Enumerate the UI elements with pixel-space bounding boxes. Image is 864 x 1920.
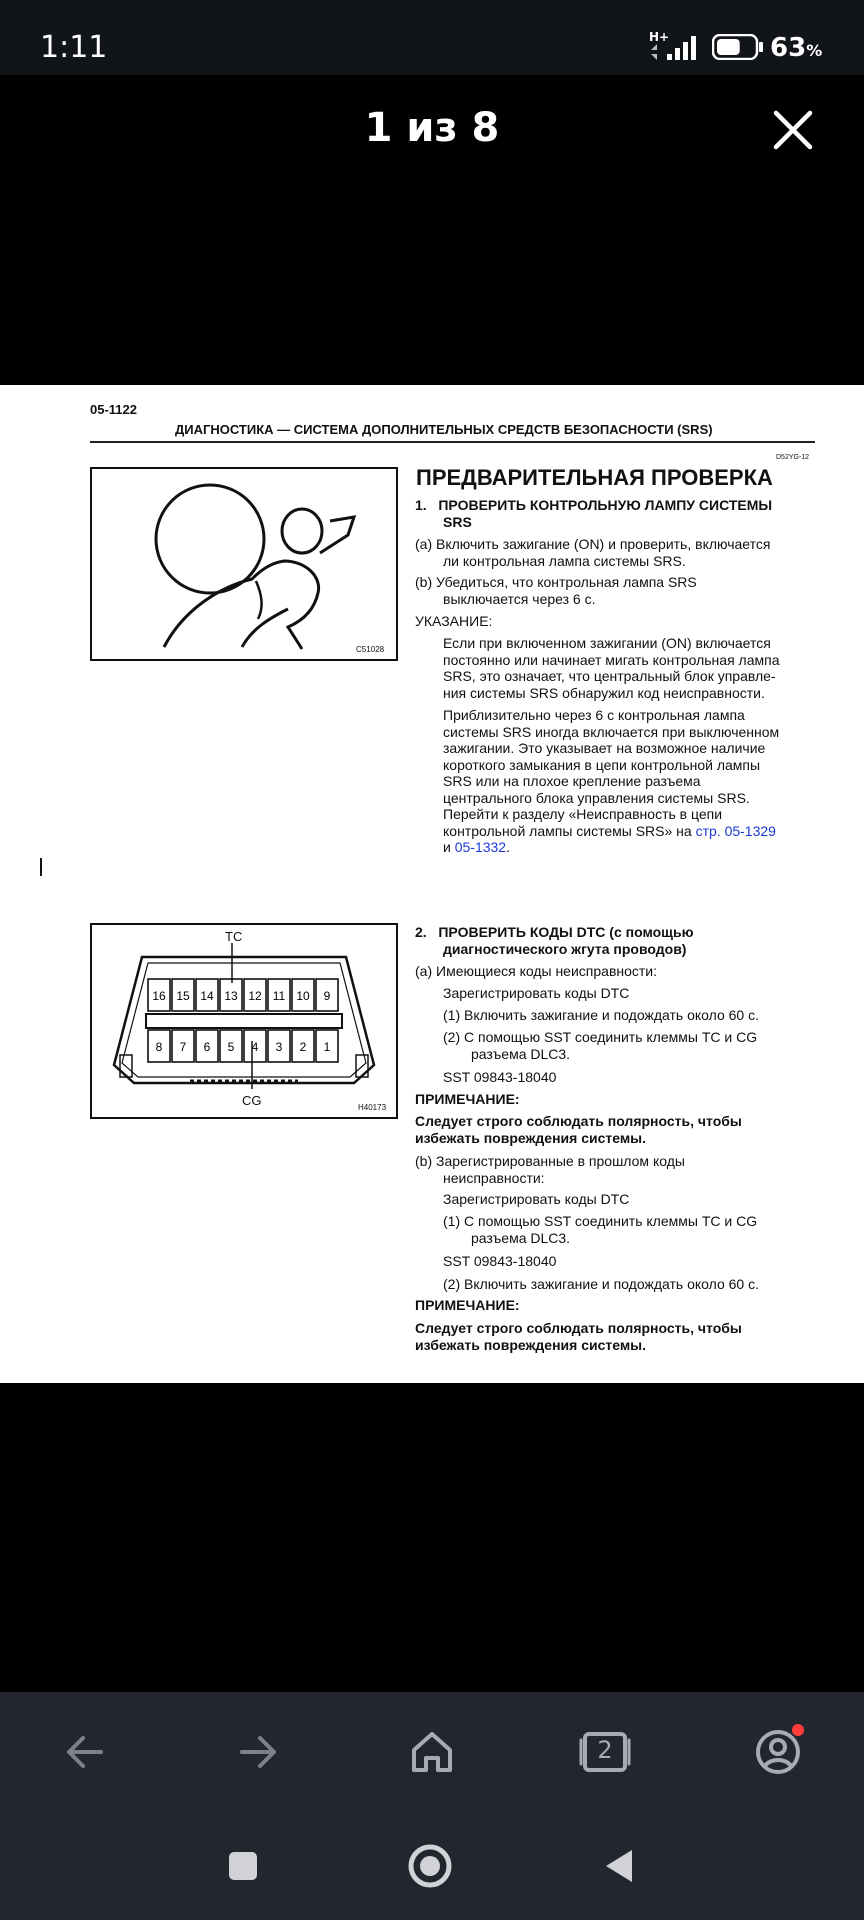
connector-pin-label: 15 (176, 989, 190, 1003)
tabs-button[interactable] (575, 1722, 635, 1782)
note-paragraph-2: Приблизительно через 6 с контрольная лампа системы SRS иногда включается при выключенном зажигании. Это указывает на возможное наличие короткого замыкания в цепи контрольной лампы SRS или на плохое крепление разъема центрального блока управления системы SRS. Перейти к разделу «Неисправность в цепи контрольной лампы системы SRS» на стр. 05-1329 и 05-1332. (443, 707, 780, 855)
header-divider (90, 441, 815, 443)
link-page-05-1329[interactable]: стр. 05-1329 (695, 822, 776, 839)
status-bar (0, 0, 864, 75)
step-2a-1: (1) Включить зажигание и подождать около 60 с. (443, 1007, 759, 1023)
sst-number: SST 09843-18040 (443, 1253, 557, 1269)
cellular-signal-icon (647, 28, 707, 62)
connector-pin-label: 7 (179, 1040, 187, 1054)
connector-pin-label: 9 (323, 989, 331, 1003)
home-circle-icon[interactable] (400, 1836, 460, 1896)
viewer-header (0, 75, 864, 385)
tabs-count: 2 (597, 1736, 613, 1764)
battery-icon (712, 34, 764, 60)
step-2b-2: (2) Включить зажигание и подождать около 60 с. (443, 1276, 759, 1292)
connector-pin-label: 4 (251, 1040, 259, 1054)
recent-apps-icon[interactable] (213, 1836, 273, 1896)
image-counter: 1 из 8 (364, 105, 500, 151)
close-icon[interactable] (768, 105, 818, 155)
connector-pin-label: 12 (248, 989, 262, 1003)
connector-pin-label: 11 (272, 989, 286, 1003)
cg-terminal-label: CG (242, 1093, 262, 1108)
network-type-label: H+ (649, 30, 670, 44)
page-number: 05-1122 (90, 402, 137, 417)
reference-code: D52YG-12 (776, 454, 810, 461)
back-triangle-icon[interactable] (590, 1836, 650, 1896)
step-2b: (b) Зарегистрированные в прошлом коды неисправности: (415, 1153, 685, 1186)
connector-pin-label: 16 (152, 989, 166, 1003)
connector-pin-label: 14 (200, 989, 214, 1003)
back-arrow-icon[interactable] (55, 1722, 115, 1782)
connector-pin-label: 13 (224, 989, 238, 1003)
status-time: 1:11 (40, 30, 108, 65)
step-1a: (a) Включить зажигание (ON) и проверить, включается ли контрольная лампа системы SRS. (415, 536, 771, 569)
caution-label: ПРИМЕЧАНИЕ: (415, 1297, 520, 1313)
connector-pin-label: 10 (296, 989, 310, 1003)
caution-label: ПРИМЕЧАНИЕ: (415, 1091, 520, 1107)
home-icon[interactable] (402, 1722, 462, 1782)
step-2b-sub: Зарегистрировать коды DTC (443, 1191, 630, 1207)
caution-text: Следует строго соблюдать полярность, чтобы избежать повреждения системы. (415, 1113, 742, 1146)
browser-toolbar (0, 1692, 864, 1812)
step-2a: (a) Имеющиеся коды неисправности: (415, 963, 658, 979)
airbag-lamp-figure (90, 467, 398, 661)
step-2-title: 2. ПРОВЕРИТЬ КОДЫ DTC (с помощью диагностического жгута проводов) (415, 924, 694, 957)
step-2b-1: (1) С помощью SST соединить клеммы TC и CG разъема DLC3. (443, 1213, 758, 1246)
system-nav-bar (0, 1812, 864, 1920)
connector-pin-label: 5 (227, 1040, 235, 1054)
note-paragraph-1: Если при включенном зажигании (ON) включается постоянно или начинает мигать контрольная лампа SRS, это означает, что центральный блок управле- ния системы SRS обнаружил код неисправности. (443, 635, 780, 701)
tc-terminal-label: TC (225, 929, 243, 944)
figure-id: C51028 (356, 645, 385, 654)
notification-dot (792, 1724, 804, 1736)
step-2a-2: (2) С помощью SST соединить клеммы TC и CG разъема DLC3. (443, 1029, 758, 1062)
note-label: УКАЗАНИЕ: (415, 613, 493, 629)
page-header-title: ДИАГНОСТИКА — СИСТЕМА ДОПОЛНИТЕЛЬНЫХ СРЕДСТВ БЕЗОПАСНОСТИ (SRS) (175, 422, 713, 437)
step-2a-sub: Зарегистрировать коды DTC (443, 985, 630, 1001)
caution-text: Следует строго соблюдать полярность, чтобы избежать повреждения системы. (415, 1320, 742, 1353)
account-button[interactable] (748, 1722, 808, 1782)
connector-pin-label: 1 (323, 1040, 331, 1054)
dlc3-connector-figure (90, 923, 398, 1119)
battery-percentage: 63% (770, 33, 823, 63)
figure-id: H40173 (358, 1103, 387, 1112)
connector-pin-label: 6 (203, 1040, 211, 1054)
text-cursor (40, 858, 42, 876)
connector-pin-label: 3 (275, 1040, 283, 1054)
airbag-symbol-icon (92, 469, 396, 659)
step-1b: (b) Убедиться, что контрольная лампа SRS выключается через 6 с. (415, 574, 697, 607)
step-1-title: 1. ПРОВЕРИТЬ КОНТРОЛЬНУЮ ЛАМПУ СИСТЕМЫ SRS (415, 497, 773, 530)
dlc3-connector-icon (92, 925, 396, 1117)
connector-pin-label: 8 (155, 1040, 163, 1054)
sst-number: SST 09843-18040 (443, 1069, 557, 1085)
section-heading: ПРЕДВАРИТЕЛЬНАЯ ПРОВЕРКА (416, 465, 773, 490)
document-page (0, 385, 864, 1383)
forward-arrow-icon[interactable] (228, 1722, 288, 1782)
link-page-05-1332[interactable]: 05-1332 (454, 839, 507, 855)
connector-pin-label: 2 (299, 1040, 307, 1054)
